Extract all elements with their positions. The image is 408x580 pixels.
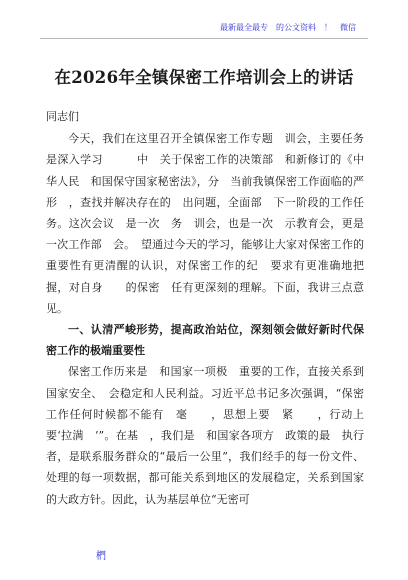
greeting: 同志们 [46, 110, 79, 123]
document-title: 在2026年全镇保密工作培训会上的讲话 [54, 68, 354, 87]
header-promo-link[interactable]: 最新最全最专 的公文资料 ！ 微信 [220, 23, 356, 32]
header-divider [40, 38, 368, 39]
section-heading-1: 一、认清严峻形势，提高政治站位，深刻领会做好新时代保密工作的极端重要性 [46, 323, 364, 358]
paragraph-intro: 今天，我们在这里召开全镇保密工作专题 训会，主要任务是深入学习 中 关于保密工作的决策部 和新修订的《中华人民 和国保守国家秘密法》，分 当前我镇保密工作面临的严 形 ，查找并解决存在的 出问题，全面部 下一阶段的工作任务。这次会议 是一次 务 训会，也是一次 示教育会，更是一次工作部 会。 望通过今天的学习，能够让大家对保密工作的重要性有更清醒的认识，对保密工作的纪 要求有更准确地把握，对自身 的保密 任有更深刻的理解。下面，我讲三点意见。 [46, 132, 375, 315]
paragraph-section-1: 保密工作历来是 和国家一项极 重要的工作，直接关系到国家安全、 会稳定和人民利益。习近平总书记多次强调，“保密工作任何时候都不能有 毫 ，思想上要 紧 ，行动上要‘拉满 ’”。在基 ，我们是 和国家各项方 政策的最 执行者，是联系服务群众的“最后一公里”，我们经手的每一份文件、处理的每一项数据，都可能关系到地区的发展稳定，关系到国家的大政方针。因此，认为基层单位“无密可 [46, 365, 364, 506]
footer-mark: 椚 [96, 551, 106, 562]
document-body [46, 106, 375, 510]
